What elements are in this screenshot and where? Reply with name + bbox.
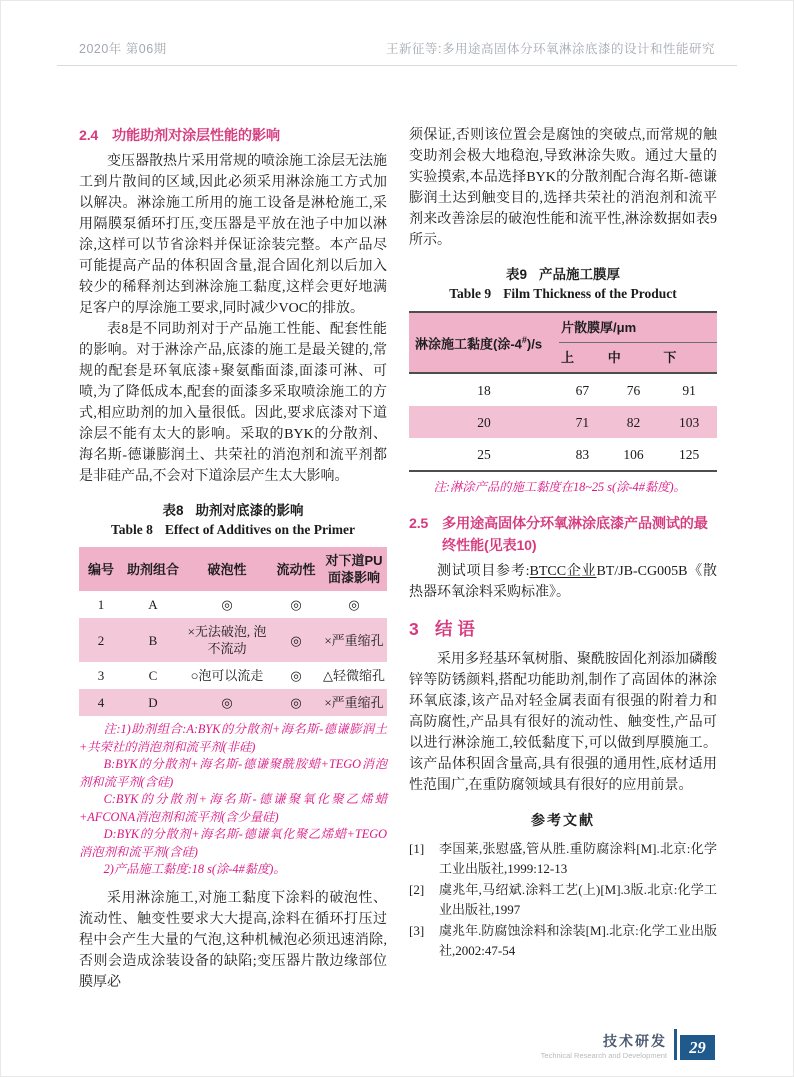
table9-subheader: 上 — [559, 343, 606, 374]
table8 — [79, 547, 387, 716]
test-standard-paragraph: 测试项目参考:BTCC企业BT/JB-CG005B《散热器环氧涂料采购标准》。 — [409, 563, 717, 600]
reference-item — [409, 839, 717, 880]
reference-marker: [2] — [409, 881, 425, 897]
table8-cell: ◎ — [290, 695, 302, 710]
note-line: B:BYK的分散剂+海名斯-德谦聚酰胺蜡+TEGO消泡剂和流平剂(含硅) — [79, 757, 387, 789]
section-heading-3 — [409, 617, 717, 641]
header-issue: 2020年 第06期 — [79, 42, 167, 56]
table8-cell: 1 — [97, 597, 105, 612]
reference-text: 虞兆年.防腐蚀涂料和涂装[M].北京:化学工业出版社,2002:47-54 — [439, 922, 717, 958]
table8-cell: ◎ — [348, 597, 360, 612]
conclusion-paragraph: 采用多羟基环氧树脂、聚酰胺固化剂添加磷酸锌等防锈颜料,搭配功能助剂,制作了高固体的淋涂环氧底漆,该产品对轻金属表面有很强的附着力和高防腐性,产品具有很好的流动性、触变性,产品可以进行淋涂施工,较低黏度下,可以做到厚膜施工。该产品体积固含量高,具有很强的通用性,底材适用性范围广,在重防腐领域具有很好的应用前景。 — [409, 651, 717, 793]
table8-cell: B — [148, 632, 158, 648]
note-line: C:BYK的分散剂+海名斯-德谦聚氧化聚乙烯蜡+AFCONA消泡剂和流平剂(含少量硅) — [79, 792, 387, 824]
table8-cell: A — [148, 597, 158, 612]
table8-cell: ◎ — [221, 597, 233, 612]
table9-cell: 67 — [575, 382, 590, 398]
footer-section-cn: 技术研发 — [603, 1032, 667, 1049]
table9-cell: 18 — [477, 382, 491, 398]
note-line: 2)产品施工黏度:18 s(涂-4#黏度)。 — [103, 862, 286, 876]
table8-row — [79, 662, 387, 689]
header-running-title: 王新征等:多用途高固体分环氧淋涂底漆的设计和性能研究 — [386, 42, 715, 56]
underlined-company: BTCC企业 — [529, 563, 597, 579]
reference-marker: [3] — [409, 922, 425, 938]
table9-cell: 106 — [623, 446, 644, 462]
section-title: 结 语 — [435, 618, 475, 639]
table8-notes — [79, 721, 387, 879]
table9-row — [409, 438, 717, 471]
note-line: 注:1)助剂组合:A:BYK的分散剂+海名斯-德谦膨润土+共荣社的消泡剂和流平剂(非硅) — [79, 722, 387, 754]
references-title: 参考文献 — [531, 811, 595, 828]
section-number: 2.5 — [409, 515, 429, 532]
page-footer — [541, 1032, 715, 1060]
table8-cell: ×无法破泡, 泡不流动 — [187, 624, 267, 656]
table8-header-cell: 破泡性 — [183, 547, 271, 591]
reference-item — [409, 880, 717, 921]
table9-title-cn: 表9 产品施工膜厚 — [505, 267, 620, 282]
table8-row — [79, 591, 387, 618]
table8-header-cell: 编号 — [79, 547, 123, 591]
table8-cell: 4 — [97, 695, 105, 710]
page-header — [57, 39, 737, 66]
table9-subheader: 下 — [661, 343, 717, 374]
hash-superscript: # — [521, 335, 527, 346]
table9 — [409, 311, 717, 472]
table9-cell: 20 — [477, 414, 491, 430]
section-heading-2-4 — [79, 125, 387, 147]
footer-page-number: 29 — [680, 1035, 715, 1060]
table8-header-cell: 流动性 — [271, 547, 321, 591]
table9-subheader: 中 — [606, 343, 662, 374]
table9-viscosity-header: 淋涂施工黏度(涂-4#)/s — [409, 312, 559, 373]
table8-header-cell: 对下道PU面漆影响 — [321, 547, 387, 591]
table8-cell: 3 — [97, 668, 105, 683]
section-heading-2-5 — [409, 513, 717, 557]
table8-cell: 2 — [97, 632, 105, 648]
table9-cell: 25 — [477, 446, 491, 462]
section-title: 功能助剂对涂层性能的影响 — [112, 128, 280, 144]
paragraph: 变压器散热片采用常规的喷涂施工涂层无法施工到片散间的区域,因此必须采用淋涂施工方式加以解决。淋涂施工所用的施工设备是淋枪施工,采用隔膜泵循环打压,变压器是平放在池子中加以淋涂,这样可以节省涂料并保证涂装完整。本产品尽可能提高产品的体积固含量,混合固化剂以后加入较少的稀释剂达到淋涂施工黏度,这样会更好地满足客户的厚涂施工要求,同时减少VOC的排放。 — [79, 154, 387, 316]
section-title: 多用途高固体分环氧淋涂底漆产品测试的最终性能(见表10) — [442, 515, 708, 554]
section-number: 2.4 — [79, 128, 99, 144]
column-right — [409, 125, 717, 962]
reference-text: 虞兆年,马绍斌.涂料工艺(上)[M].3版.北京:化学工业出版社,1997 — [439, 881, 717, 917]
table9-cell: 125 — [679, 446, 700, 462]
table8-header-cell: 助剂组合 — [123, 547, 183, 591]
table9-note: 注:淋涂产品的施工黏度在18~25 s(涂-4#黏度)。 — [433, 480, 686, 494]
table9-cell: 103 — [679, 414, 700, 430]
reference-text: 李国莱,张慰盛,管从胜.重防腐涂料[M].北京:化学工业出版社,1999:12-13 — [439, 840, 717, 876]
table9-cell: 76 — [626, 382, 641, 398]
table8-title-cn: 表8 助剂对底漆的影响 — [162, 503, 304, 518]
table8-cell: ◎ — [290, 632, 302, 648]
footer-section-en: Technical Research and Development — [540, 1050, 667, 1060]
table8-cell: ×严重缩孔 — [324, 695, 384, 710]
table8-cell: ◎ — [290, 668, 302, 683]
table9-title-en: Table 9 Film Thickness of the Product — [449, 286, 677, 301]
paragraph: 表8是不同助剂对于产品施工性能、配套性能的影响。对于淋涂产品,底漆的施工是最关键的,常规的配套是环氧底漆+聚氨酯面漆,面漆可淋、可喷,为了降低成本,配套的面漆多采取喷涂施工的方式,相应助剂的加入量很低。因此,要求底漆对下道涂层不能有太大的影响。采取的BYK的分散剂、海名斯-德谦膨润土、共荣社的消泡剂和流平剂都是非硅产品,不会对下道涂层产生太大影响。 — [79, 322, 387, 484]
table8-cell: △轻微缩孔 — [323, 668, 385, 683]
section-number: 3 — [409, 618, 419, 639]
table9-cell: 82 — [626, 414, 641, 430]
table8-cell: ◎ — [221, 695, 233, 710]
table9-cell: 91 — [682, 382, 696, 398]
table8-cell: ×严重缩孔 — [324, 632, 384, 648]
table9-row — [409, 373, 717, 406]
note-line: D:BYK的分散剂+海名斯-德谦氧化聚乙烯蜡+TEGO消泡剂和流平剂(含硅) — [79, 827, 387, 859]
column-left — [79, 125, 387, 993]
table8-cell: C — [148, 668, 158, 683]
table9-cell: 71 — [575, 414, 590, 430]
reference-marker: [1] — [409, 840, 425, 856]
table9-row — [409, 406, 717, 438]
table8-title-en: Table 8 Effect of Additives on the Primer — [111, 522, 355, 537]
footer-accent-bar — [674, 1029, 677, 1060]
table9-span-header: 片散膜厚/μm — [559, 312, 717, 343]
table8-row — [79, 689, 387, 716]
table9-cell: 83 — [575, 446, 590, 462]
paragraph: 须保证,否则该位置会是腐蚀的突破点,而常规的触变助剂会极大地稳泡,导致淋涂失败。通过大量的实验摸索,本品选择BYK的分散剂配合海名斯-德谦膨润土达到触变目的,选择共荣社的消泡剂和流平剂来改善涂层的破泡性能和流平性,淋涂数据如表9所示。 — [409, 128, 717, 248]
footer-section — [541, 1033, 667, 1060]
table8-cell: D — [148, 695, 158, 710]
table8-cell: ◎ — [290, 597, 302, 612]
table8-row — [79, 618, 387, 662]
reference-item — [409, 921, 717, 962]
paragraph: 采用淋涂施工,对施工黏度下涂料的破泡性、流动性、触变性要求大大提高,涂料在循环打压过程中会产生大量的气泡,这种机械泡必须迅速消除,否则会造成涂装设备的缺陷;变压器片散边缘部位膜厚必 — [79, 890, 387, 990]
table8-cell: ○泡可以流走 — [190, 668, 264, 683]
table9-header-row — [409, 312, 717, 343]
table8-header-row — [79, 547, 387, 591]
